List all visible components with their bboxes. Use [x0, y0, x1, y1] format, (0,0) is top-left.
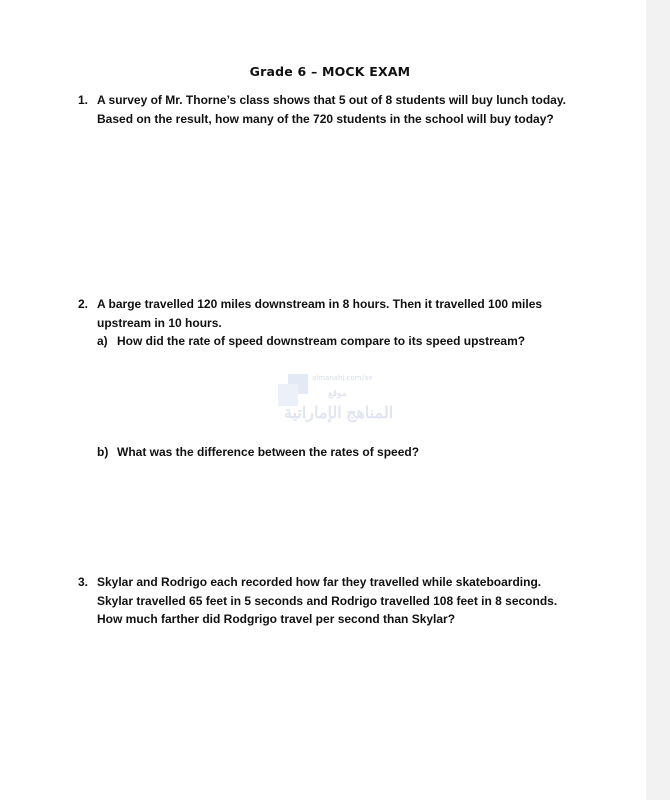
site-watermark	[276, 372, 406, 430]
question-number: 3.	[78, 575, 89, 589]
question-number: 2.	[78, 297, 89, 311]
question-text: A survey of Mr. Thorne’s class shows that 5 out of 8 students will buy lunch today. Based on the result, how many of the 720 students in the school will buy today?	[97, 93, 566, 126]
viewer-gutter	[646, 0, 670, 800]
question-2	[78, 295, 578, 332]
watermark-text: المناهج الإماراتية	[284, 405, 394, 422]
part-text: How did the rate of speed downstream compare to its speed upstream?	[117, 334, 526, 348]
watermark-text: موقع	[328, 388, 347, 398]
question-3	[78, 573, 578, 629]
part-label: b)	[97, 445, 109, 459]
page-title: Grade 6 – MOCK EXAM	[249, 64, 411, 79]
question-text: Skylar and Rodrigo each recorded how far they travelled while skateboarding. Skylar travelled 65 feet in 5 seconds and Rodrigo travelled 108 feet in 8 seconds. How much farther did Rodgrigo travel per second than Skylar?	[97, 575, 558, 626]
question-2-part-a	[97, 332, 577, 351]
part-label: a)	[97, 334, 108, 348]
question-1	[78, 91, 578, 128]
question-text: A barge travelled 120 miles downstream in 8 hours. Then it travelled 100 miles upstream in 10 hours.	[97, 297, 543, 330]
question-2-part-b	[97, 443, 577, 462]
question-number: 1.	[78, 93, 89, 107]
watermark-url: almanahj.com/ae	[312, 374, 373, 382]
part-text: What was the difference between the rates of speed?	[117, 445, 420, 459]
